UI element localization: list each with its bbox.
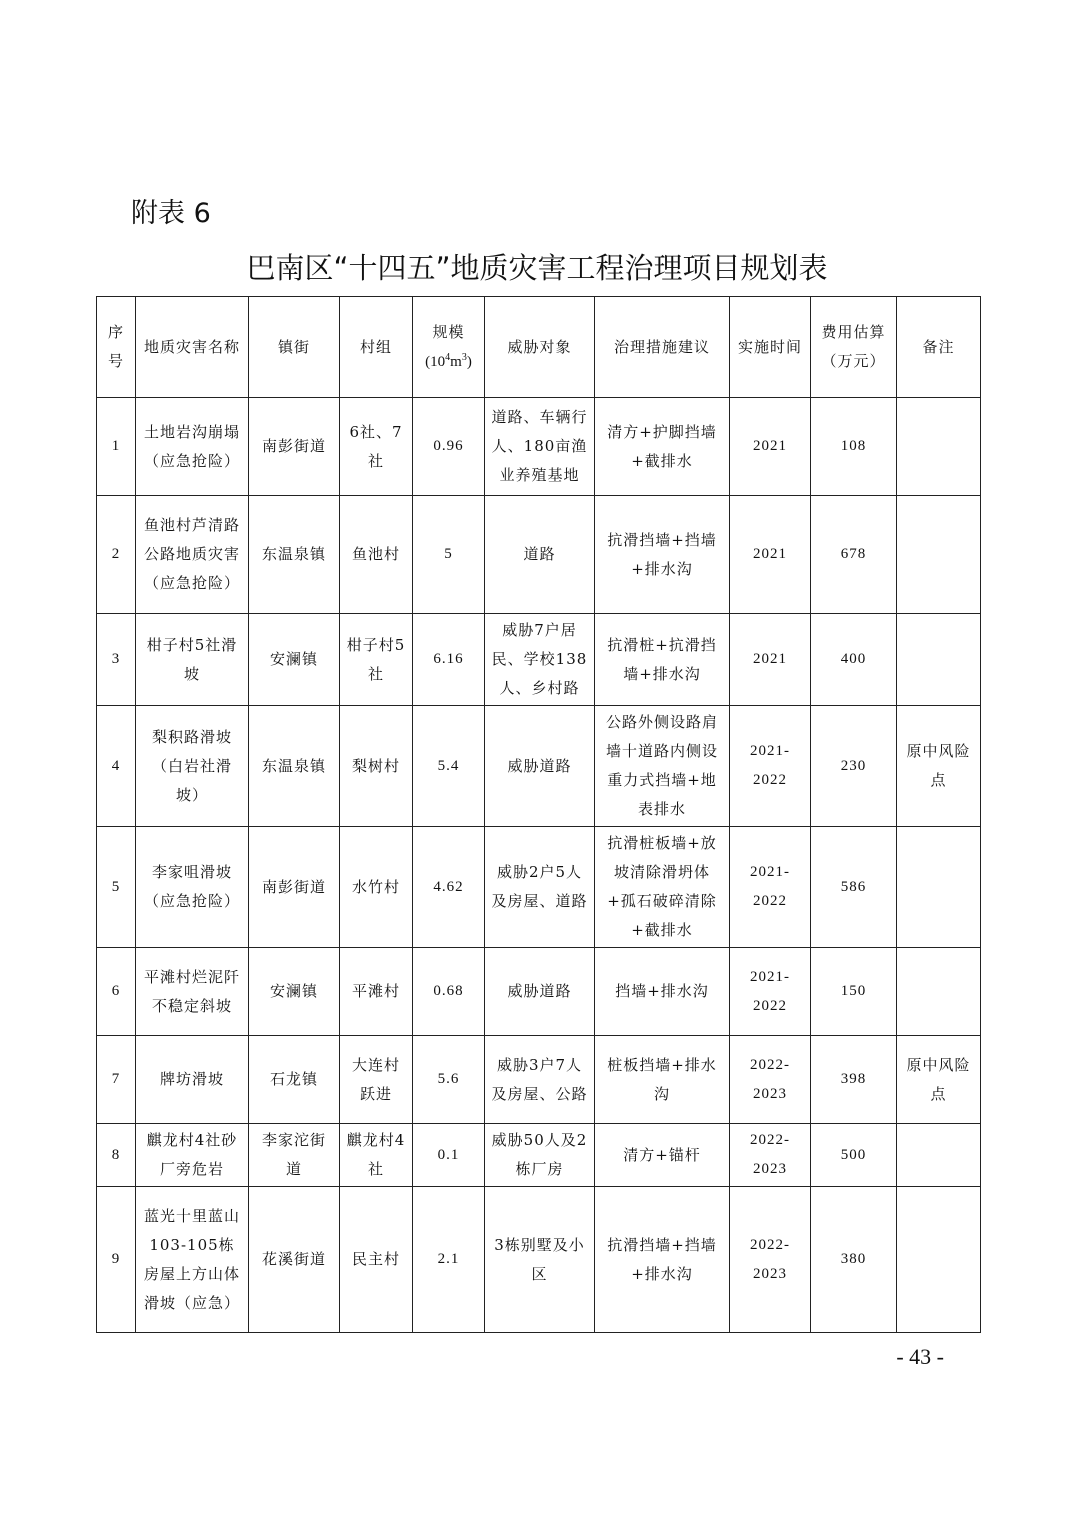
- cell-no: 7: [97, 1036, 136, 1124]
- cell-name: 麒龙村4社砂厂旁危岩: [136, 1124, 249, 1187]
- table-row: [97, 614, 981, 706]
- cell-remark: [897, 1124, 981, 1187]
- page-title: 巴南区“十四五”地质灾害工程治理项目规划表: [246, 251, 828, 285]
- cell-no: 6: [97, 948, 136, 1036]
- header-cost: 费用估算（万元）: [811, 297, 897, 398]
- header-no: 序号: [97, 297, 136, 398]
- table-row: [97, 706, 981, 827]
- cell-time: 2021: [730, 614, 811, 706]
- header-measure: 治理措施建议: [595, 297, 730, 398]
- cell-threat: 道路: [485, 496, 595, 614]
- table-row: [97, 496, 981, 614]
- cell-measure: 清方+护脚挡墙+截排水: [595, 398, 730, 496]
- cell-cost: 230: [811, 706, 897, 827]
- cell-cost: 108: [811, 398, 897, 496]
- cell-name: 牌坊滑坡: [136, 1036, 249, 1124]
- cell-cost: 398: [811, 1036, 897, 1124]
- cell-village: 大连村跃进: [340, 1036, 413, 1124]
- cell-time: 2021-2022: [730, 827, 811, 948]
- cell-no: 5: [97, 827, 136, 948]
- cell-remark: [897, 1187, 981, 1333]
- cell-time: 2021-2022: [730, 706, 811, 827]
- cell-name: 梨积路滑坡（白岩社滑坡）: [136, 706, 249, 827]
- header-name: 地质灾害名称: [136, 297, 249, 398]
- header-time: 实施时间: [730, 297, 811, 398]
- cell-town: 花溪街道: [249, 1187, 340, 1333]
- header-scale: [413, 297, 485, 398]
- table-row: [97, 948, 981, 1036]
- cell-remark: [897, 496, 981, 614]
- cell-scale: 5.6: [413, 1036, 485, 1124]
- cell-remark: 原中风险点: [897, 706, 981, 827]
- table-row: [97, 1036, 981, 1124]
- cell-town: 东温泉镇: [249, 706, 340, 827]
- cell-no: 1: [97, 398, 136, 496]
- cell-measure: 抗滑桩板墙+放坡清除滑坍体+孤石破碎清除+截排水: [595, 827, 730, 948]
- cell-no: 9: [97, 1187, 136, 1333]
- cell-village: 梨树村: [340, 706, 413, 827]
- cell-scale: 6.16: [413, 614, 485, 706]
- cell-cost: 678: [811, 496, 897, 614]
- cell-threat: 威胁道路: [485, 948, 595, 1036]
- cell-threat: 威胁2户5人及房屋、道路: [485, 827, 595, 948]
- cell-threat: 威胁7户居民、学校138人、乡村路: [485, 614, 595, 706]
- cell-no: 3: [97, 614, 136, 706]
- cell-remark: 原中风险点: [897, 1036, 981, 1124]
- cell-village: 6社、7社: [340, 398, 413, 496]
- cell-name: 土地岩沟崩塌（应急抢险）: [136, 398, 249, 496]
- cell-cost: 400: [811, 614, 897, 706]
- cell-remark: [897, 948, 981, 1036]
- cell-town: 安澜镇: [249, 948, 340, 1036]
- cell-scale: 0.96: [413, 398, 485, 496]
- cell-town: 李家沱街道: [249, 1124, 340, 1187]
- appendix-label: 附表 6: [131, 198, 211, 229]
- cell-time: 2021-2022: [730, 948, 811, 1036]
- cell-town: 南彭街道: [249, 827, 340, 948]
- cell-no: 8: [97, 1124, 136, 1187]
- cell-measure: 挡墙+排水沟: [595, 948, 730, 1036]
- cell-cost: 500: [811, 1124, 897, 1187]
- header-town: 镇街: [249, 297, 340, 398]
- cell-threat: 威胁3户7人及房屋、公路: [485, 1036, 595, 1124]
- cell-town: 安澜镇: [249, 614, 340, 706]
- cell-remark: [897, 614, 981, 706]
- table-row: [97, 827, 981, 948]
- table-header-row: [97, 297, 981, 398]
- cell-measure: 桩板挡墙+排水沟: [595, 1036, 730, 1124]
- header-village: 村组: [340, 297, 413, 398]
- cell-time: 2022-2023: [730, 1187, 811, 1333]
- table-row: [97, 398, 981, 496]
- cell-village: 麒龙村4社: [340, 1124, 413, 1187]
- cell-measure: 抗滑桩+抗滑挡墙+排水沟: [595, 614, 730, 706]
- table-row: [97, 1187, 981, 1333]
- cell-time: 2021: [730, 398, 811, 496]
- cell-name: 柑子村5社滑坡: [136, 614, 249, 706]
- header-scale-unit: $(10^4m^3)$: [425, 351, 472, 370]
- cell-measure: 抗滑挡墙+挡墙+排水沟: [595, 1187, 730, 1333]
- cell-scale: 5: [413, 496, 485, 614]
- cell-measure: 清方+锚杆: [595, 1124, 730, 1187]
- cell-village: 鱼池村: [340, 496, 413, 614]
- cell-scale: 2.1: [413, 1187, 485, 1333]
- table-row: [97, 1124, 981, 1187]
- cell-time: 2021: [730, 496, 811, 614]
- cell-cost: 380: [811, 1187, 897, 1333]
- cell-scale: 5.4: [413, 706, 485, 827]
- cell-village: 水竹村: [340, 827, 413, 948]
- cell-name: 鱼池村芦清路公路地质灾害（应急抢险）: [136, 496, 249, 614]
- cell-measure: 公路外侧设路肩墙十道路内侧设重力式挡墙+地表排水: [595, 706, 730, 827]
- cell-threat: 威胁道路: [485, 706, 595, 827]
- cell-measure: 抗滑挡墙+挡墙+排水沟: [595, 496, 730, 614]
- cell-village: 平滩村: [340, 948, 413, 1036]
- cell-village: 柑子村5社: [340, 614, 413, 706]
- cell-threat: 道路、车辆行人、180亩渔业养殖基地: [485, 398, 595, 496]
- header-remark: 备注: [897, 297, 981, 398]
- cell-remark: [897, 398, 981, 496]
- cell-scale: 0.1: [413, 1124, 485, 1187]
- cell-village: 民主村: [340, 1187, 413, 1333]
- page-number: - 43 -: [896, 1344, 944, 1369]
- cell-scale: 4.62: [413, 827, 485, 948]
- header-threat: 威胁对象: [485, 297, 595, 398]
- cell-threat: 威胁50人及2栋厂房: [485, 1124, 595, 1187]
- cell-name: 李家咀滑坡（应急抢险）: [136, 827, 249, 948]
- cell-cost: 150: [811, 948, 897, 1036]
- cell-name: 平滩村烂泥阡不稳定斜坡: [136, 948, 249, 1036]
- cell-remark: [897, 827, 981, 948]
- cell-time: 2022-2023: [730, 1124, 811, 1187]
- header-scale-label: 规模: [432, 322, 465, 341]
- cell-town: 南彭街道: [249, 398, 340, 496]
- cell-name: 蓝光十里蓝山103-105栋房屋上方山体滑坡（应急）: [136, 1187, 249, 1333]
- cell-town: 石龙镇: [249, 1036, 340, 1124]
- cell-scale: 0.68: [413, 948, 485, 1036]
- cell-threat: 3栋别墅及小区: [485, 1187, 595, 1333]
- cell-no: 4: [97, 706, 136, 827]
- cell-cost: 586: [811, 827, 897, 948]
- cell-town: 东温泉镇: [249, 496, 340, 614]
- project-plan-table: [96, 296, 981, 1333]
- cell-time: 2022-2023: [730, 1036, 811, 1124]
- cell-no: 2: [97, 496, 136, 614]
